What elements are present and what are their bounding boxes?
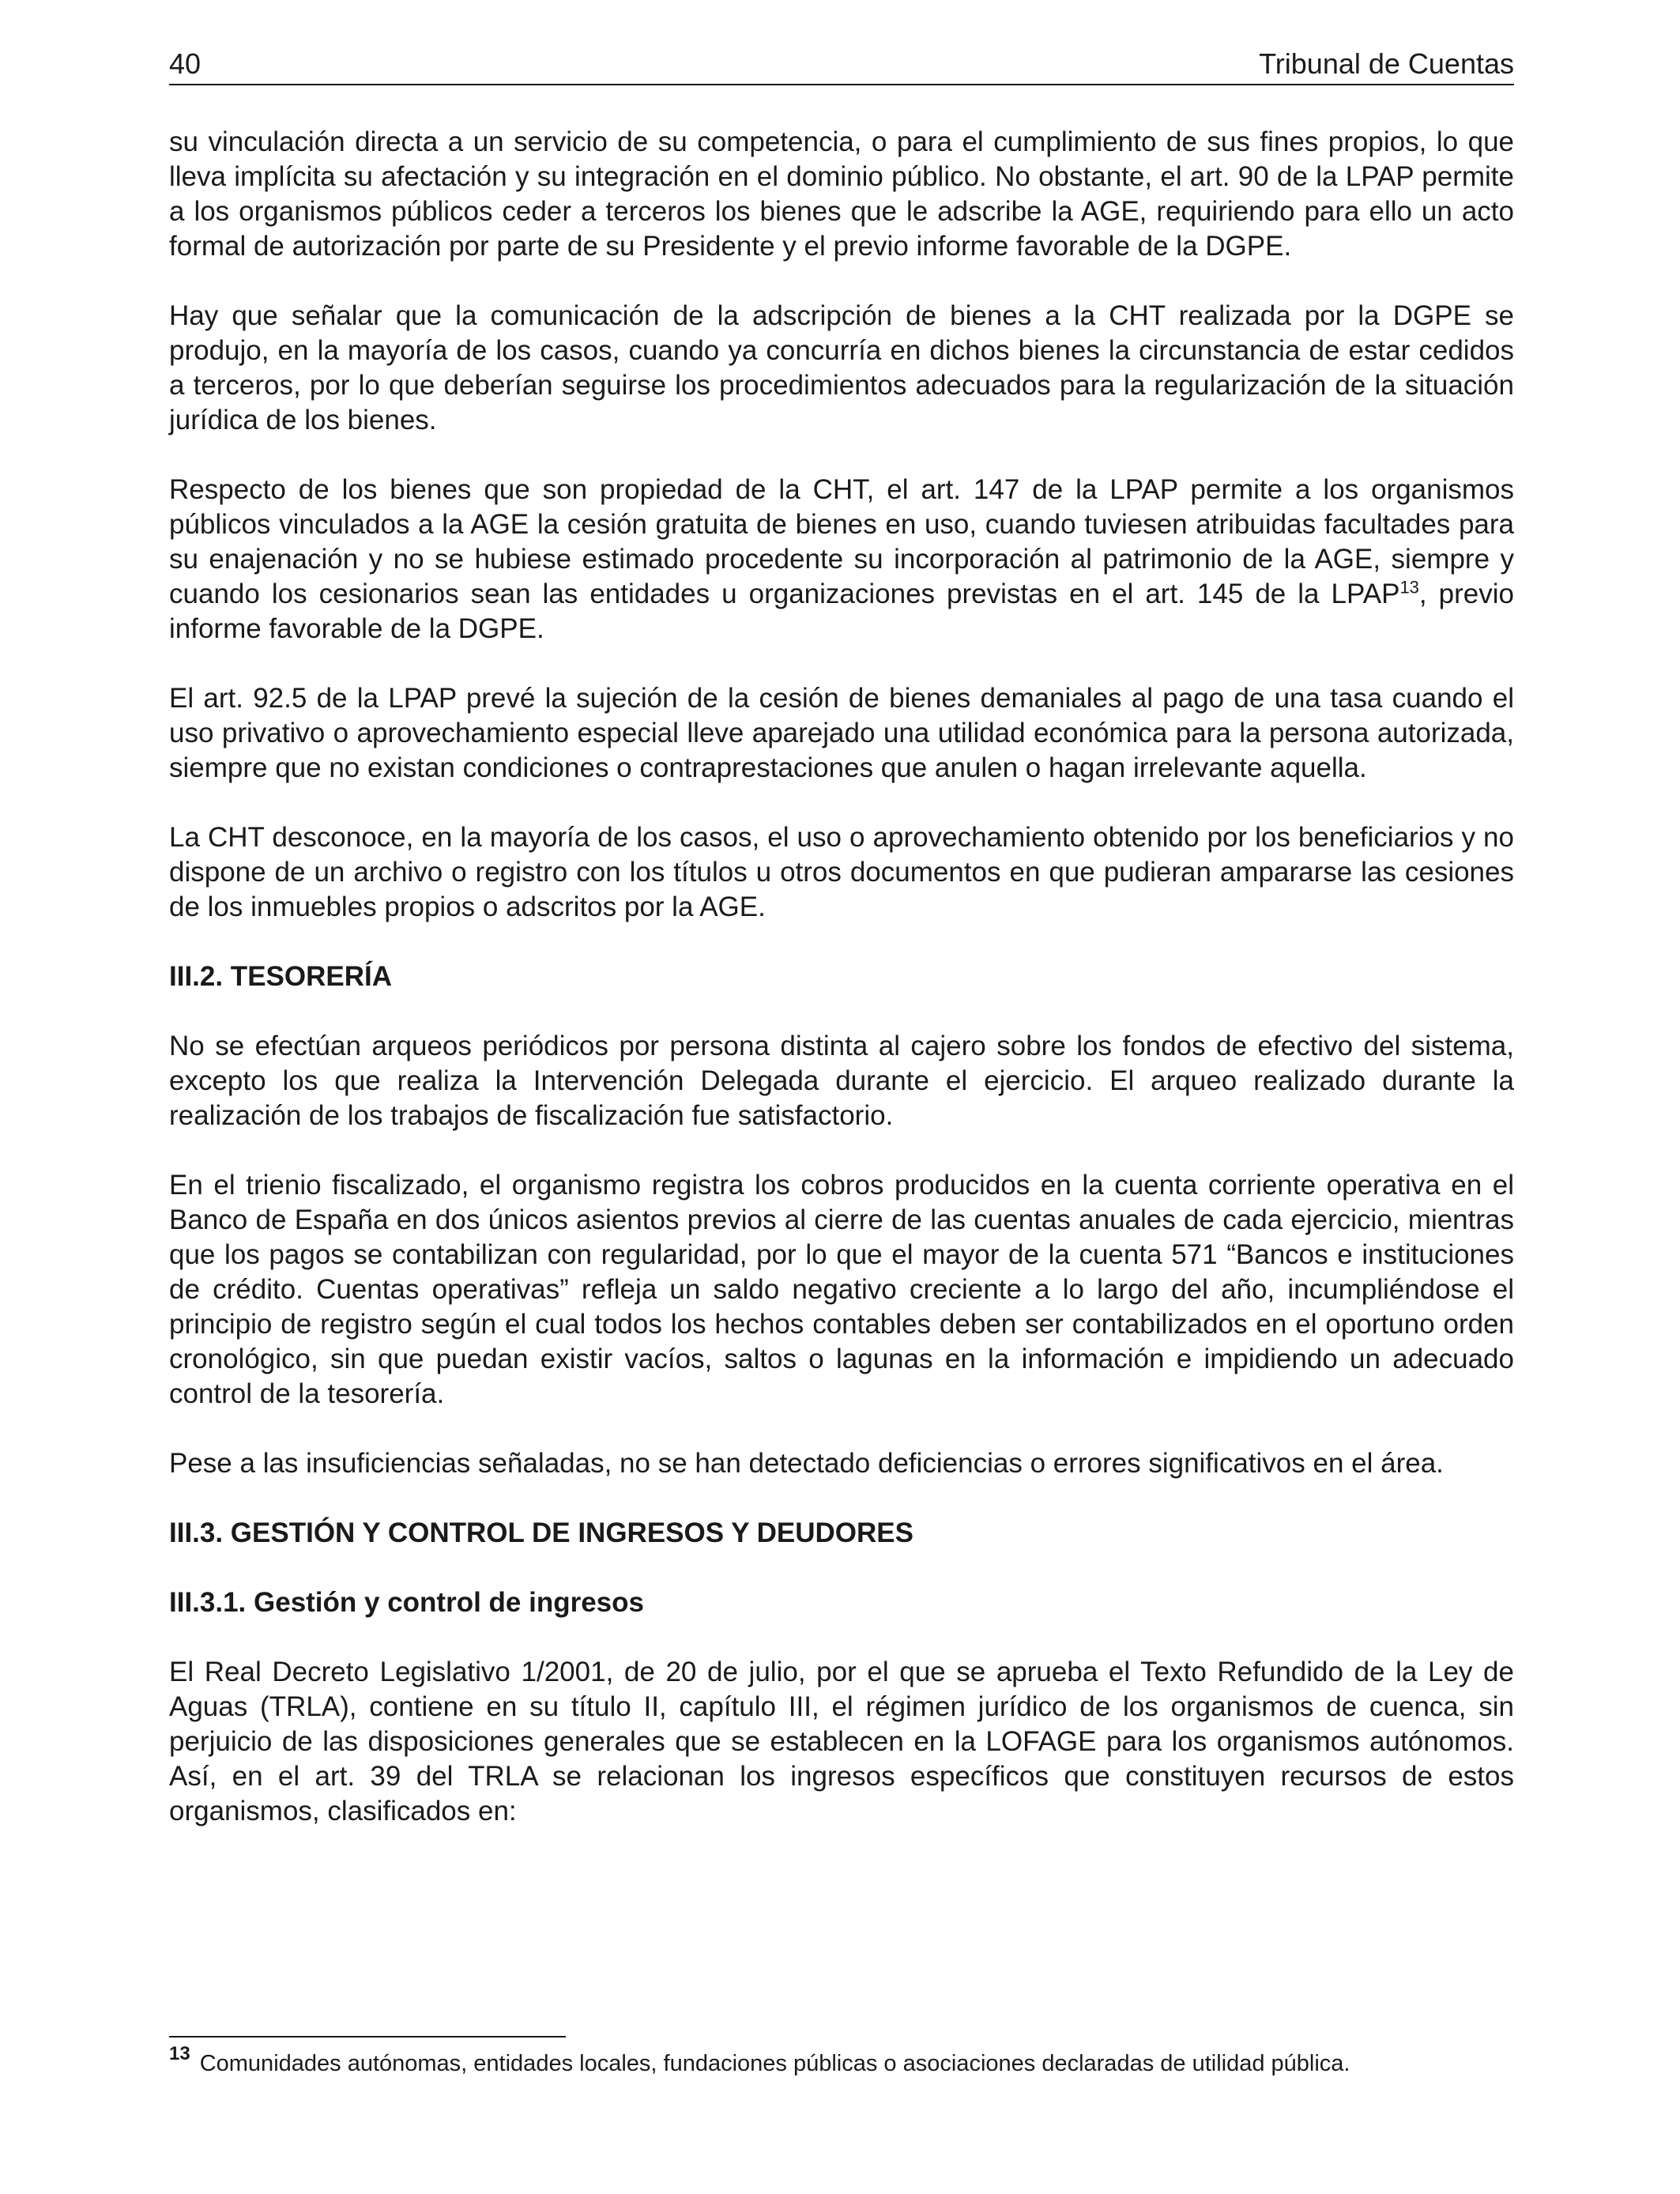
paragraph: La CHT desconoce, en la mayoría de los casos, el uso o aprovechamiento obtenido por los beneficiarios y no dispone de un archivo o registro con los títulos u otros documentos en que pudieran ampararse las cesiones de los inmuebles propios o adscritos por la AGE.	[169, 822, 1514, 922]
paragraph-text: , previo informe favorable de la DGPE.	[169, 579, 1514, 644]
document-page	[169, 0, 1514, 2194]
footnote	[169, 2043, 1514, 2080]
paragraph: Pese a las insuficiencias señaladas, no se han detectado deficiencias o errores significativos en el área.	[169, 1448, 1444, 1479]
section-heading-tesoreria: III.2. TESORERÍA	[169, 961, 392, 992]
footnote-reference[interactable]: 13	[1399, 577, 1419, 598]
footnote-separator	[169, 2036, 566, 2038]
section-heading-ingresos: III.3. GESTIÓN Y CONTROL DE INGRESOS Y DEUDORES	[169, 1517, 913, 1548]
paragraph: su vinculación directa a un servicio de su competencia, o para el cumplimiento de sus fines propios, lo que lleva implícita su afectación y su integración en el dominio público. No obstante, el art. 90 de la LPAP permite a los organismos públicos ceder a terceros los bienes que le adscribe la AGE, requiriendo para ello un acto formal de autorización por parte de su Presidente y el previo informe favorable de la DGPE.	[169, 126, 1514, 262]
paragraph-with-footnote	[169, 473, 1514, 647]
paragraph: En el trienio fiscalizado, el organismo registra los cobros producidos en la cuenta corriente operativa en el Banco de España en dos únicos asientos previos al cierre de las cuentas anuales de cada ejercicio, mientras que los pagos se contabilizan con regularidad, por lo que el mayor de la cuenta 571 “Bancos e instituciones de crédito. Cuentas operativas” refleja un saldo negativo creciente a lo largo del año, incumpliéndose el principio de registro según el cual todos los hechos contables deben ser contabilizados en el oportuno orden cronológico, sin que puedan existir vacíos, saltos o lagunas en la información e impidiendo un adecuado control de la tesorería.	[169, 1170, 1514, 1409]
paragraph: El art. 92.5 de la LPAP prevé la sujeción de la cesión de bienes demaniales al pago de una tasa cuando el uso privativo o aprovechamiento especial lleve aparejado una utilidad económica para la persona autorizada, siempre que no existan condiciones o contraprestaciones que anulen o hagan irrelevante aquella.	[169, 683, 1514, 783]
paragraph-text: Respecto de los bienes que son propiedad de la CHT, el art. 147 de la LPAP permite a los organismos públicos vinculados a la AGE la cesión gratuita de bienes en uso, cuando tuviesen atribuidas facultades para su enajenación y no se hubiese estimado procedente su incorporación al patrimonio de la AGE, siempre y cuando los cesionarios sean las entidades u organizaciones previstas en el art. 145 de la LPAP	[169, 474, 1514, 609]
header-title: Tribunal de Cuentas	[1259, 47, 1514, 80]
footnote-text: Comunidades autónomas, entidades locales, fundaciones públicas o asociaciones declaradas de utilidad pública.	[199, 2051, 1350, 2076]
footnote-mark: 13	[169, 2043, 190, 2064]
document-body	[169, 125, 1514, 1864]
page-header	[169, 46, 1514, 85]
paragraph: No se efectúan arqueos periódicos por persona distinta al cajero sobre los fondos de efectivo del sistema, excepto los que realiza la Intervención Delegada durante el ejercicio. El arqueo realizado durante la realización de los trabajos de fiscalización fue satisfactorio.	[169, 1031, 1514, 1131]
subsection-heading: III.3.1. Gestión y control de ingresos	[169, 1587, 644, 1618]
paragraph: Hay que señalar que la comunicación de la adscripción de bienes a la CHT realizada por la DGPE se produjo, en la mayoría de los casos, cuando ya concurría en dichos bienes la circunstancia de estar cedidos a terceros, por lo que deberían seguirse los procedimientos adecuados para la regularización de la situación jurídica de los bienes.	[169, 300, 1514, 435]
page-number: 40	[169, 47, 202, 80]
paragraph: El Real Decreto Legislativo 1/2001, de 20 de julio, por el que se aprueba el Texto Refundido de la Ley de Aguas (TRLA), contiene en su título II, capítulo III, el régimen jurídico de los organismos de cuenca, sin perjuicio de las disposiciones generales que se establecen en la LOFAGE para los organismos autónomos. Así, en el art. 39 del TRLA se relacionan los ingresos específicos que constituyen recursos de estos organismos, clasificados en:	[169, 1657, 1514, 1826]
